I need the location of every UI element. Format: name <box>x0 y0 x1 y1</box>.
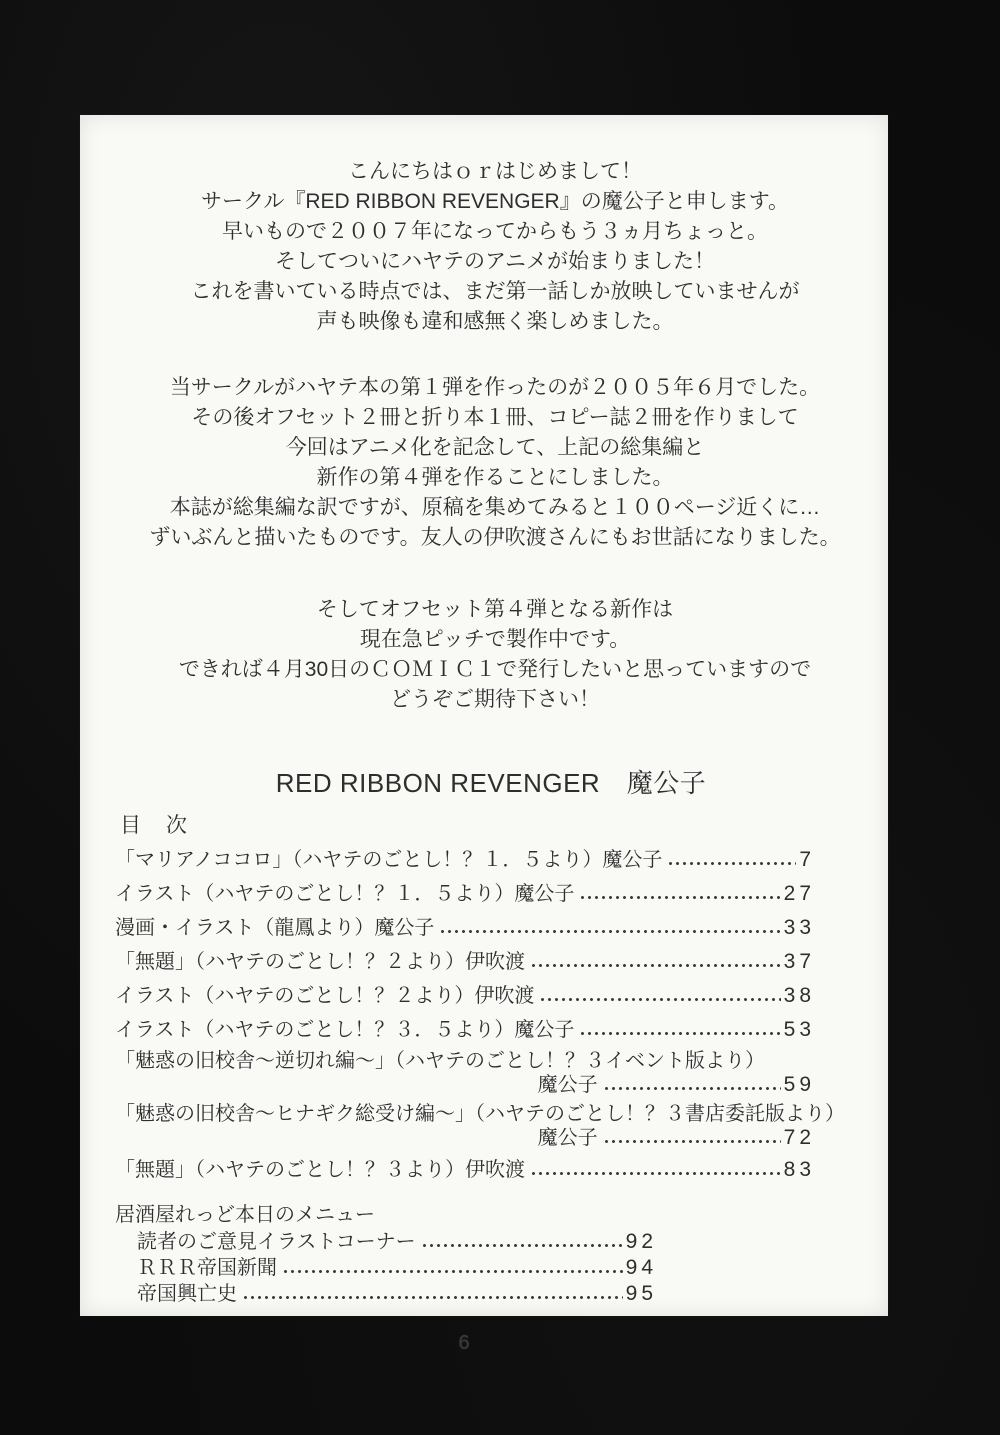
toc-entry <box>115 1155 815 1185</box>
dot-leader <box>601 1073 781 1097</box>
text-line: そしてついにハヤテのアニメが始まりました！ <box>275 250 715 273</box>
menu-item-title: 帝国興亡史 <box>137 1283 237 1305</box>
text-line: これを書いている時点では、まだ第一話しか放映していませんが <box>190 280 800 303</box>
toc-entry-title: イラスト（ハヤテのごとし！？２より）伊吹渡 <box>115 985 535 1007</box>
toc-entry-title: イラスト（ハヤテのごとし！？３．５より）魔公子 <box>115 1019 575 1041</box>
text-line: 当サークルがハヤテ本の第１弾を作ったのが２００５年６月でした。 <box>169 376 821 399</box>
toc-entry-author: 魔公子 <box>537 1074 598 1096</box>
dot-leader <box>537 981 780 1011</box>
intro-paragraph-3 <box>102 595 888 715</box>
page-number: 6 <box>458 1332 470 1354</box>
menu-list <box>137 1229 657 1307</box>
menu-item <box>137 1281 657 1307</box>
toc-page-number: 53 <box>783 1018 815 1041</box>
text-line: 現在急ピッチで製作中です。 <box>359 628 631 651</box>
dot-leader <box>528 1155 781 1185</box>
menu-page-number: 92 <box>625 1230 657 1253</box>
toc-page-number: 83 <box>783 1158 815 1181</box>
dot-leader <box>601 1126 781 1150</box>
dot-leader <box>577 879 780 909</box>
toc-page-number: 59 <box>783 1073 815 1096</box>
toc-entry-title: イラスト（ハヤテのごとし！？１．５より）魔公子 <box>115 883 575 905</box>
toc-entry-title: 「マリアノココロ」（ハヤテのごとし！？１．５より）魔公子 <box>115 849 663 871</box>
toc-entry-title: 「無題」（ハヤテのごとし！？２より）伊吹渡 <box>115 951 525 973</box>
text-line: こんにちはｏｒはじめまして！ <box>348 160 642 183</box>
dot-leader <box>437 913 780 943</box>
toc-entry <box>115 947 815 977</box>
toc-entry <box>115 981 815 1011</box>
menu-item-title: ＲＲＲ帝国新聞 <box>137 1257 277 1279</box>
document-page <box>80 115 888 1316</box>
text-line: 新作の第４弾を作ることにしました。 <box>316 466 674 489</box>
toc-page-number: 38 <box>783 984 815 1007</box>
toc-entry-title: 「魅惑の旧校舎～逆切れ編～」（ハヤテのごとし！？３イベント版より） <box>115 1050 765 1072</box>
toc-entry <box>115 913 815 943</box>
dot-leader <box>577 1015 780 1045</box>
menu-item <box>137 1255 657 1281</box>
menu-page-number: 94 <box>625 1256 657 1279</box>
toc-page-number: 72 <box>783 1126 815 1149</box>
toc-entry <box>115 1015 815 1045</box>
dot-leader <box>665 845 796 875</box>
toc-entry-author-line <box>115 1073 815 1097</box>
toc-entry <box>115 879 815 909</box>
menu-page-number: 95 <box>625 1282 657 1305</box>
book-title: RED RIBBON REVENGER 魔公子 <box>275 768 707 798</box>
toc-entry-title: 「無題」（ハヤテのごとし！？３より）伊吹渡 <box>115 1159 525 1181</box>
menu-item <box>137 1229 657 1255</box>
toc-entry-title: 漫画・イラスト（龍鳳より）魔公子 <box>115 917 435 939</box>
intro-paragraph-2 <box>102 373 888 553</box>
text-line: できれば４月30日のＣＯＭＩＣ１で発行したいと思っていますので <box>178 658 812 681</box>
text-line: 本誌が総集編な訳ですが、原稿を集めてみると１００ページ近くに… <box>169 496 821 519</box>
text-line: どうぞご期待下さい！ <box>390 688 600 711</box>
text-line: 声も映像も違和感無く楽しめました。 <box>316 310 674 333</box>
toc-entry <box>115 1102 845 1150</box>
intro-paragraph-1 <box>102 115 888 337</box>
dot-leader <box>240 1281 623 1307</box>
menu-section <box>115 1201 888 1307</box>
toc-entry-author: 魔公子 <box>537 1127 598 1149</box>
text-line: 今回はアニメ化を記念して、上記の総集編と <box>285 436 705 459</box>
dot-leader <box>528 947 781 977</box>
toc-page-number: 33 <box>783 916 815 939</box>
toc-entry-author-line <box>115 1126 815 1150</box>
menu-heading: 居酒屋れっど本日のメニュー <box>115 1204 375 1226</box>
toc-entry <box>115 845 815 875</box>
toc-entry <box>115 1049 815 1097</box>
dot-leader <box>280 1255 623 1281</box>
toc-entry-title: 「魅惑の旧校舎～ヒナギク総受け編～」（ハヤテのごとし！？３書店委託版より） <box>115 1103 845 1125</box>
menu-item-title: 読者のご意見イラストコーナー <box>137 1231 416 1253</box>
toc-page-number: 27 <box>783 882 815 905</box>
intro-text <box>80 115 888 715</box>
toc-page-number: 37 <box>783 950 815 973</box>
toc-page-number: 7 <box>799 848 815 871</box>
text-line: その後オフセット２冊と折り本１冊、コピー誌２冊を作りまして <box>191 406 799 429</box>
text-line: そしてオフセット第４弾となる新作は <box>316 598 674 621</box>
text-line: サークル『RED RIBBON REVENGER』の魔公子と申します。 <box>200 190 790 213</box>
text-line: 早いもので２００７年になってからもう３ヵ月ちょっと。 <box>222 220 768 243</box>
toc-heading: 目 次 <box>120 814 189 837</box>
dot-leader <box>419 1229 623 1255</box>
text-line: ずいぶんと描いたものです。友人の伊吹渡さんにもお世話になりました。 <box>149 526 841 549</box>
toc-list <box>115 845 845 1185</box>
